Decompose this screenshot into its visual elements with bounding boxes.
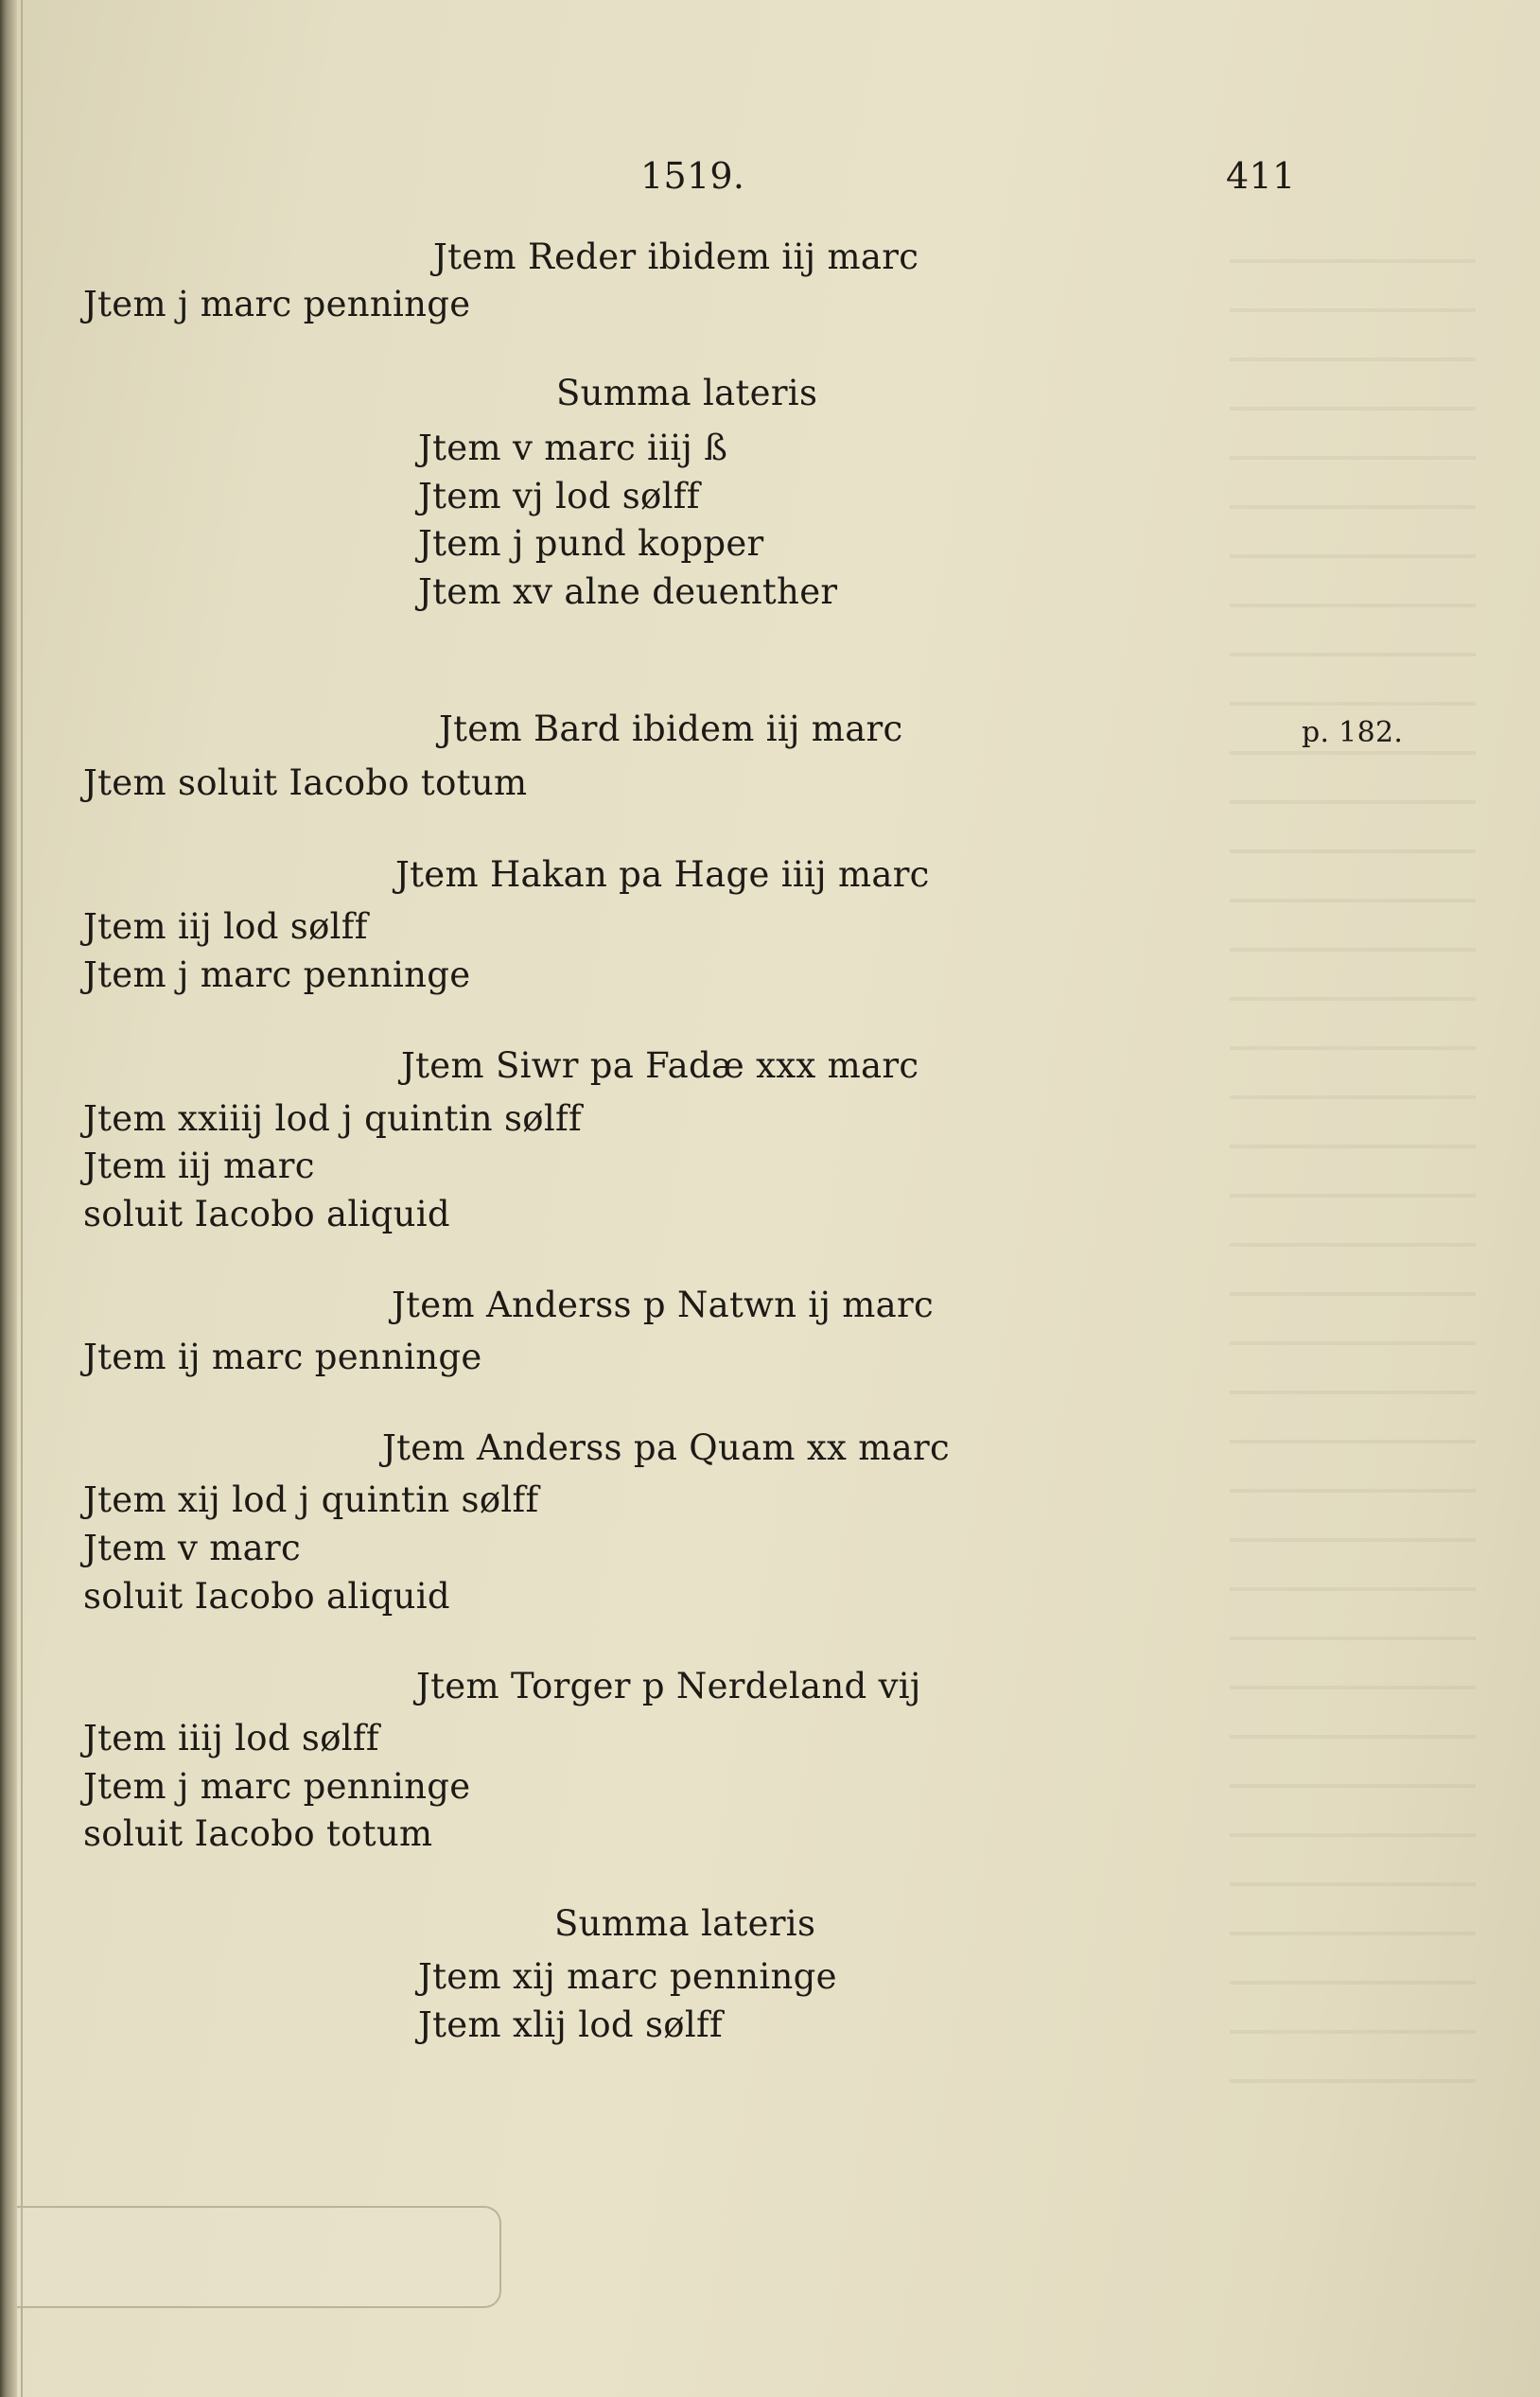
entry-line: soluit Iacobo aliquid <box>83 1194 450 1234</box>
running-header-year: 1519. <box>640 155 745 197</box>
entry-line: Jtem j marc penninge <box>83 1766 471 1807</box>
summa-heading: Summa lateris <box>554 1903 816 1944</box>
entry-line: soluit Iacobo aliquid <box>83 1576 450 1617</box>
entry-line: Jtem xij lod j quintin sølff <box>83 1479 539 1520</box>
summa-line: Jtem xij marc penninge <box>418 1956 837 1997</box>
entry-line: Jtem ij marc penninge <box>83 1337 482 1377</box>
page-tab-outline <box>17 2206 501 2308</box>
page-edge-line <box>21 0 23 2397</box>
entry-line: soluit Iacobo totum <box>83 1813 433 1854</box>
margin-note: p. 182. <box>1302 716 1404 749</box>
summa-heading: Summa lateris <box>556 373 818 413</box>
page-number: 411 <box>1226 155 1296 197</box>
summa-line: Jtem vj lod sølff <box>418 476 700 516</box>
entry-line: Jtem iiij lod sølff <box>83 1718 379 1758</box>
entry-line: Jtem xxiiij lod j quintin sølff <box>83 1098 582 1139</box>
summa-line: Jtem j pund kopper <box>418 523 764 564</box>
entry-line: Jtem iij lod sølff <box>83 906 368 947</box>
summa-line: Jtem xv alne deuenther <box>418 571 838 612</box>
entry-line: Jtem j marc penninge <box>83 954 471 995</box>
entry-line: Jtem v marc <box>83 1528 301 1568</box>
entry-heading-bard: Jtem Bard ibidem iij marc <box>439 709 903 749</box>
show-through-texture <box>1230 227 1476 2109</box>
entry-heading-anderss-quam: Jtem Anderss pa Quam xx marc <box>382 1427 951 1468</box>
entry-heading-siwr: Jtem Siwr pa Fadæ xxx marc <box>401 1045 919 1086</box>
entry-line: Jtem iij marc <box>83 1146 315 1186</box>
summa-line: Jtem xlij lod sølff <box>418 2004 723 2045</box>
entry-heading-reder: Jtem Reder ibidem iij marc <box>433 236 919 277</box>
entry-line: Jtem soluit Iacobo totum <box>83 762 528 803</box>
entry-heading-hakan: Jtem Hakan pa Hage iiij marc <box>395 854 930 895</box>
entry-line: Jtem j marc penninge <box>83 284 471 324</box>
page-binding-edge <box>0 0 17 2397</box>
summa-line: Jtem v marc iiij ß <box>418 428 728 468</box>
entry-heading-anderss-natwn: Jtem Anderss p Natwn ij marc <box>392 1285 935 1325</box>
entry-heading-torger: Jtem Torger p Nerdeland vij <box>416 1666 921 1706</box>
